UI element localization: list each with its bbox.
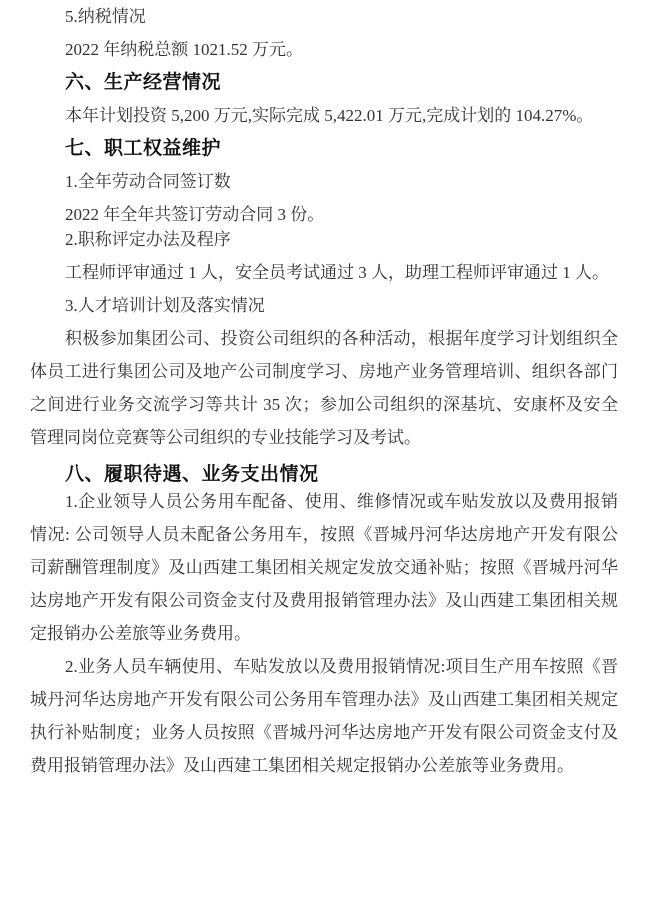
- doc-line-contract-title: 1.全年劳动合同签订数: [65, 172, 231, 191]
- doc-line-leader-car-4: 达房地产开发有限公司资金支付及费用报销管理办法》及山西建工集团相关规: [30, 591, 618, 610]
- doc-line-leader-car-3: 司薪酬管理制度》及山西建工集团相关规定发放交通补贴；按照《晋城丹河华: [30, 558, 618, 577]
- doc-line-training-1: 积极参加集团公司、投资公司组织的各种活动，根据年度学习计划组织全: [65, 329, 618, 348]
- doc-line-training-4: 管理同岗位竞赛等公司组织的专业技能学习及考试。: [30, 428, 421, 447]
- doc-line-title-evaluation: 2.职称评定办法及程序: [65, 230, 231, 249]
- doc-line-investment: 本年计划投资 5,200 万元,实际完成 5,422.01 万元,完成计划的 104.27%。: [65, 106, 594, 125]
- doc-line-staff-car-1: 2.业务人员车辆使用、车贴发放以及费用报销情况:项目生产用车按照《晋: [65, 657, 618, 676]
- doc-line-leader-car-2: 情况: 公司领导人员未配备公务用车，按照《晋城丹河华达房地产开发有限公: [30, 525, 618, 544]
- doc-line-training-2: 体员工进行集团公司及地产公司制度学习、房地产业务管理培训、组织各部门: [30, 362, 618, 381]
- doc-line-training-3: 之间进行业务交流学习等共计 35 次；参加公司组织的深基坑、安康杯及安全: [30, 395, 618, 414]
- doc-line-training-title: 3.人才培训计划及落实情况: [65, 296, 265, 315]
- doc-line-tax-title: 5.纳税情况: [65, 7, 146, 26]
- section-heading-7: 七、职工权益维护: [65, 138, 222, 159]
- doc-line-evaluation-result: 工程师评审通过 1 人，安全员考试通过 3 人，助理工程师评审通过 1 人。: [65, 263, 609, 282]
- section-heading-8: 八、履职待遇、业务支出情况: [65, 464, 319, 485]
- doc-line-tax-amount: 2022 年纳税总额 1021.52 万元。: [65, 40, 303, 59]
- doc-line-leader-car-1: 1.企业领导人员公务用车配备、使用、维修情况或车贴发放以及费用报销: [65, 492, 618, 511]
- doc-line-leader-car-5: 定报销办公差旅等业务费用。: [30, 624, 251, 643]
- doc-line-staff-car-4: 费用报销管理办法》及山西建工集团相关规定报销办公差旅等业务费用。: [30, 756, 574, 775]
- doc-line-staff-car-3: 执行补贴制度；业务人员按照《晋城丹河华达房地产开发有限公司资金支付及: [30, 723, 618, 742]
- doc-line-contract-count: 2022 年全年共签订劳动合同 3 份。: [65, 205, 325, 224]
- document-content: [30, 0, 618, 782]
- section-heading-6: 六、生产经营情况: [65, 72, 222, 93]
- doc-line-staff-car-2: 城丹河华达房地产开发有限公司公务用车管理办法》及山西建工集团相关规定: [30, 690, 618, 709]
